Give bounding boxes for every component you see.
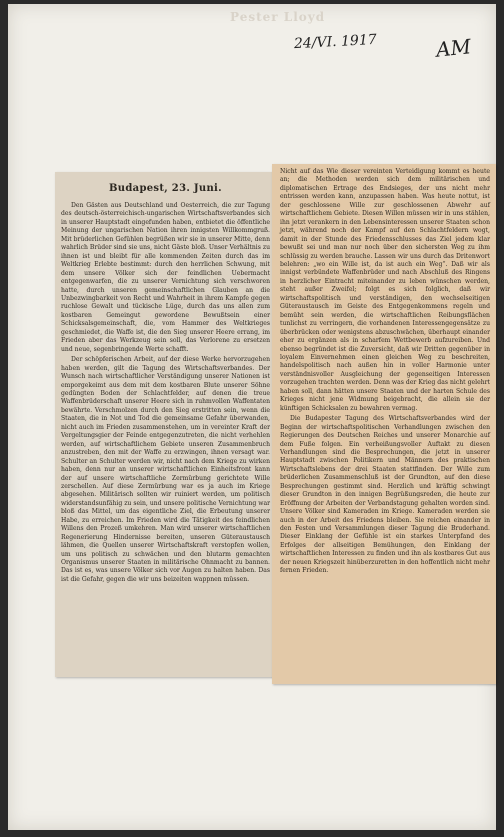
newspaper-stamp: Pester Lloyd <box>230 10 326 24</box>
right-paragraph-2: Die Budapester Tagung des Wirtschaftsverbandes wird der Beginn der wirtschaftspolitischen Verhandlungen zwischen den Regierungen des Deutschen Reiches und unserer Monarchie auf dem Fuße folgen. Ein verheißungsvoller Auftakt zu diesen Verhandlungen sind die Besprechungen, die jetzt in unserer Hauptstadt zwischen Politikern und Männern des praktischen Wirtschaftslebens der drei Staaten stattfinden. Der Wille zum brüderlichen Zusammenschluß ist der Grundton, auf den diese Besprechungen gestimmt sind. Herzlich und kräftig schwingt dieser Grundton in den innigen Begrüßungsreden, die heute zur Eröffnung der Arbeiten der Verbandstagung gehalten worden sind. Unsere Völker sind Kameraden im Kriege. Kameraden werden sie auch in der Arbeit des Friedens bleiben. Sie reichen einander in den Festen und Versammlungen dieser Tagung die Bruderhand. Dieser Einklang der Gefühle ist ein starkes Unterpfand des Erfolges der allseitigen Bemühungen, den Einklang der wirtschaftlichen Interessen zu finden und ihn als kostbares Gut aus der neuen Kriegszeit hinüberzuretten in den hoffentlich nicht mehr fernen Frieden. <box>280 415 490 575</box>
clipping-right-column <box>272 164 496 684</box>
right-paragraph-1: Nicht auf das Wie dieser vereinten Verteidigung kommt es heute an; die Methoden werden sich dem militärischen und diplomatischen Ertrage des Endsieges, der uns nicht mehr entrissen werden kann, anzupassen haben. Was heute nottut, ist der geschlossene Wille zur geschlossenen Abwehr auf wirtschaftlichem Gebiete. Diesen Willen müssen wir in uns stählen, ihn jetzt verankern in den Lebensinteressen unserer Staaten schon jetzt, während noch der Kampf auf den Schlachtfeldern wogt, damit in der Stunde des Friedensschlusses das Ziel jedem klar bewußt sei und man nur noch über den sichersten Weg zu ihm schlüssig zu werden brauche. Lassen wir uns durch das Dritenwort belehren: „wo ein Wille ist, da ist auch ein Weg“. Daß wir als innigst verbündete Waffenbrüder und nach Abschluß des Ringens in herzlicher Eintracht miteinander zu leben wünschen werden, steht außer Zweifel; folgt es sich folglich, daß wir wirtschaftspolitisch und verständigen, den wechselseitigen Güteraustausch im Geiste des Entgegenkommens regeln und bemüht sein werden, die wirtschaftlichen Reibungsflächen tunlichst zu verringern, die vorhandenen Interessengegensätze zu überbrücken oder wenigstens abzuschwächen, überhaupt einander eher zu ergänzen als in scharfem Wettbewerb aufzureiben. Und ebenso begründet ist die Zuversicht, daß wir Dritten gegenüber in loyalem Einvernehmen einen gleichen Weg zu beschreiten, handelspolitisch nach außen hin in voller Harmonie unter verständnisvoller Ausgleichung der gegenseitigen Interessen vorzugehen trachten werden. Denn was der Krieg das nicht gelehrt haben soll, dann hätten unsere Staaten und der harten Schule des Krieges nicht jene Widmung beigebracht, die allein sie der künftigen Schicksalen zu bewahren vermag. <box>280 168 490 412</box>
handwritten-initials: AM <box>434 34 473 62</box>
left-paragraph-1: Den Gästen aus Deutschland und Oesterreich, die zur Tagung des deutsch-österreichisch-ungarischen Wirtschaftsverbandes sich in unserer Hauptstadt eingefunden haben, entbietet die öffentliche Meinung der ungarischen Nation ihren innigsten Willkommgruß. Mit brüderlichen Gefühlen begrüßen wir sie in unserer Mitte, denn wahrlich Brüder sind sie uns, nicht Gäste bloß. Unser Verhältnis zu ihnen ist und bleibt für alle kommenden Zeiten durch das im Weltkrieg Erlebte bestimmt: durch den herrlichen Schwung, mit dem unsere Völker sich der feindlichen Uebermacht entgegenwarfen, die zu unserer Vernichtung sich verschworen hatte, durch unseren gemeinschaftlichen Glauben an die Unbezwingbarkeit von Recht und Wahrheit in ihrem Kampfe gegen ruchlose Gewalt und tückische Lüge, durch das uns allen zum kostbaren Gemeingut gewordene Bewußtsein einer Schicksalsgemeinschaft, die, vom Hammer des Weltkrieges geschmiedet, die Waffe ist, die den Sieg unserer Heere errang, im Frieden aber das Werkzeug sein soll, das Verlorene zu ersetzen und neue, segenbringende Werte schafft. <box>61 202 270 353</box>
left-paragraph-2: Der schöpferischen Arbeit, auf der diese Werke hervorzugehen haben werden, gilt die Tagung des Wirtschaftsverbandes. Der Wunsch nach wirtschaftlicher Verständigung unserer Nationen ist emporgekeimt aus dem mit dem kostbaren Blute unserer Söhne gedüngten Boden der Schlachtfelder, auf denen die treue Waffenbrüderschaft unserer Heere sich in ruhmvollen Waffentaten bewährte. Verschmolzen durch den Sieg erstritten sein, wenn die Staaten, die in Not und Tod die gemeinsame Gefahr überwanden, nicht auch im Frieden zusammenstehen, um in vereinter Kraft der Vergeltungsgier der Feinde entgegenzutreten, die nicht verhehlen werden, auf wirtschaftlichem Gebiete unseren Zusammenbruch anzustreben, den mit der Waffe zu erzwingen, ihnen versagt war. Schulter an Schulter werden wir, nicht nach dem Kriege zu wirken haben, denn nur an unserer wirtschaftlichen Einheitsfront kann der auf unsere wirtschaftliche Zermürbung gerichtete Wille zerschellen. Auf diese Zermürbung war es ja auch im Kriege abgesehen. Militärisch sollten wir ruiniert werden, um politisch widerstandsunfähig zu sein, und unsere politische Vernichtung war bloß das Mittel, um das eigentliche Ziel, die Erbeutung unserer Habe, zu erreichen. Im Frieden wird die Tätigkeit des feindlichen Willens den Prozeß umkehren. Man wird unserer wirtschaftlichen Regenerierung Hindernisse bereiten, unseren Güteraustausch lähmen, die Quellen unserer Wirtschaftskraft verstopfen wollen, um uns politisch zu schwächen und den blutarm gemachten Organismus unserer Staaten in militärische Ohnmacht zu bannen. Das ist es, was unsere Völker sich vor Augen zu halten haben. Das ist die Gefahr, gegen die wir uns beizeiten wappnen müssen. <box>61 356 270 583</box>
article-title: Budapest, 23. Juni. <box>109 183 222 194</box>
clipping-left-column <box>55 172 276 677</box>
handwritten-date: 24/VI. 1917 <box>293 31 378 53</box>
